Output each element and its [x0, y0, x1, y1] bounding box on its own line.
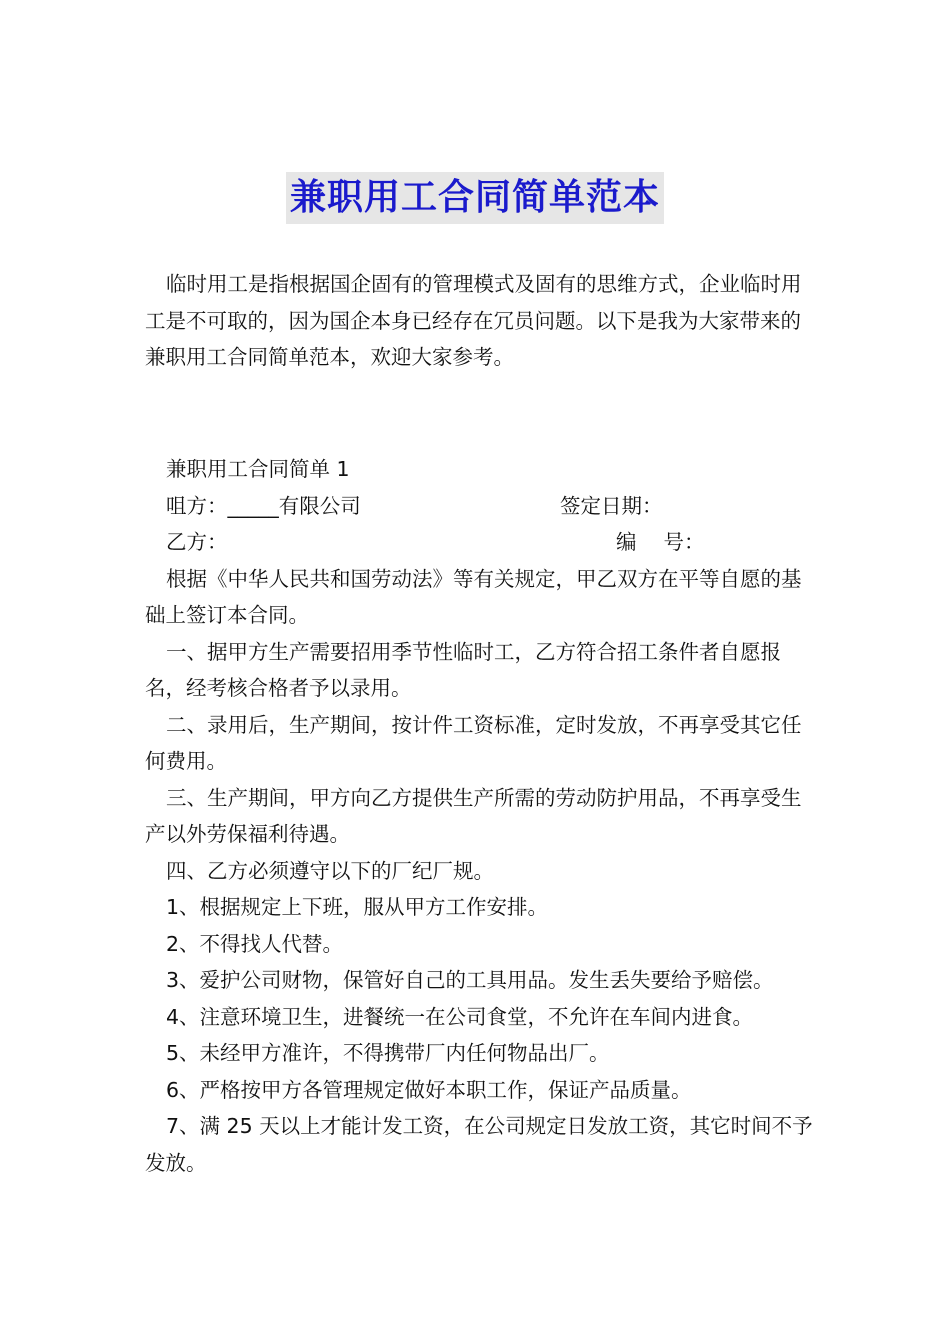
contract-number: 编 号：	[616, 530, 705, 554]
basis-paragraph: 根据《中华人民共和国劳动法》等有关规定，甲乙双方在平等自愿的基础上签订本合同。	[145, 566, 802, 627]
clause-1: 一、据甲方生产需要招用季节性临时工，乙方符合招工条件者自愿报名，经考核合格者予以录用。	[145, 639, 781, 700]
rule-1: 1、根据规定上下班，服从甲方工作安排。	[166, 895, 549, 919]
contract-heading: 兼职用工合同简单 1	[166, 457, 350, 481]
party-a: 咀方：_____有限公司	[166, 493, 361, 518]
intro-section	[145, 266, 815, 376]
rule-6: 6、严格按甲方各管理规定做好本职工作，保证产品质量。	[166, 1077, 692, 1102]
intro-paragraph: 临时用工是指根据国企固有的管理模式及固有的思维方式，企业临时用工是不可取的，因为国企本身已经存在冗员问题。以下是我为大家带来的兼职用工合同简单范本，欢迎大家参考。	[145, 272, 802, 369]
party-b-row	[145, 524, 815, 561]
clause-4: 四、乙方必须遵守以下的厂纪厂规。	[166, 858, 494, 883]
party-a-row	[145, 488, 815, 525]
rule-5: 5、未经甲方准许，不得携带厂内任何物品出厂。	[166, 1041, 610, 1065]
rule-3: 3、爱护公司财物，保管好自己的工具用品。发生丢失要给予赔偿。	[166, 968, 774, 992]
title-container	[0, 172, 950, 224]
clause-2: 二、录用后，生产期间，按计件工资标准，定时发放，不再享受其它任何费用。	[145, 712, 802, 773]
rule-2: 2、不得找人代替。	[166, 931, 344, 956]
party-b: 乙方：	[166, 530, 228, 554]
sign-date: 签定日期：	[560, 493, 663, 518]
clause-3: 三、生产期间，甲方向乙方提供生产所需的劳动防护用品，不再享受生产以外劳保福利待遇。	[145, 785, 802, 846]
document-title: 兼职用工合同简单范本	[286, 172, 664, 224]
contract-section	[145, 451, 815, 1181]
rule-4: 4、注意环境卫生，进餐统一在公司食堂，不允许在车间内进食。	[166, 1004, 754, 1029]
rule-7: 7、满 25 天以上才能计发工资，在公司规定日发放工资，其它时间不予发放。	[145, 1114, 813, 1175]
